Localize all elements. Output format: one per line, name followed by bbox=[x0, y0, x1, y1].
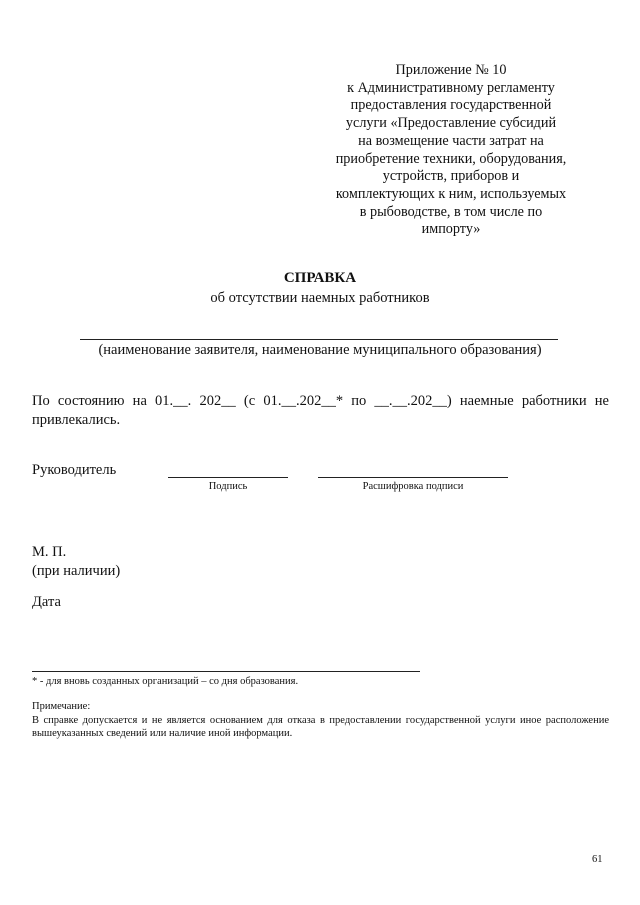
signature-caption: Подпись bbox=[208, 481, 248, 492]
appendix-line: в рыбоводстве, в том числе по bbox=[359, 203, 543, 220]
document-title: СПРАВКА bbox=[283, 270, 357, 286]
appendix-line: импорту» bbox=[421, 221, 481, 238]
stamp-note: (при наличии) bbox=[32, 563, 121, 579]
statement-text: По состоянию на 01.__. 202__ (с 01.__.202__* по __.__.202__) наемные работники не привлекались. bbox=[32, 393, 609, 428]
footnote-text: * - для вновь созданных организаций – со дня образования. bbox=[32, 676, 299, 687]
decryption-caption: Расшифровка подписи bbox=[362, 481, 464, 492]
stamp-label: М. П. bbox=[32, 544, 67, 560]
appendix-line: устройств, приборов и bbox=[382, 168, 520, 185]
appendix-line: услуги «Предоставление субсидий bbox=[345, 115, 557, 132]
note-text: В справке допускается и не является основанием для отказа в предоставлении государственной услуги иное расположение вышеуказанных сведений или наличие иной информации. bbox=[32, 715, 609, 739]
appendix-line: предоставления государственной bbox=[350, 97, 552, 114]
appendix-line: приобретение техники, оборудования, bbox=[335, 150, 567, 167]
appendix-header bbox=[316, 62, 586, 239]
decryption-fill-line bbox=[318, 477, 508, 478]
stamp-block bbox=[32, 543, 120, 581]
appendix-line: к Административному регламенту bbox=[347, 79, 555, 96]
page-number: 61 bbox=[592, 854, 603, 865]
appendix-line: комплектующих к ним, используемых bbox=[335, 185, 567, 202]
document-subtitle: об отсутствии наемных работников bbox=[210, 290, 430, 306]
date-label: Дата bbox=[32, 594, 61, 610]
head-label: Руководитель bbox=[32, 462, 117, 478]
signature-fill-line bbox=[168, 477, 288, 478]
applicant-caption: (наименование заявителя, наименование муниципального образования) bbox=[98, 342, 542, 358]
appendix-line: на возмещение части затрат на bbox=[358, 132, 544, 149]
applicant-fill-line bbox=[80, 339, 558, 340]
footnote-divider bbox=[32, 671, 420, 672]
note-heading: Примечание: bbox=[32, 701, 91, 712]
appendix-line: Приложение № 10 bbox=[395, 62, 507, 78]
